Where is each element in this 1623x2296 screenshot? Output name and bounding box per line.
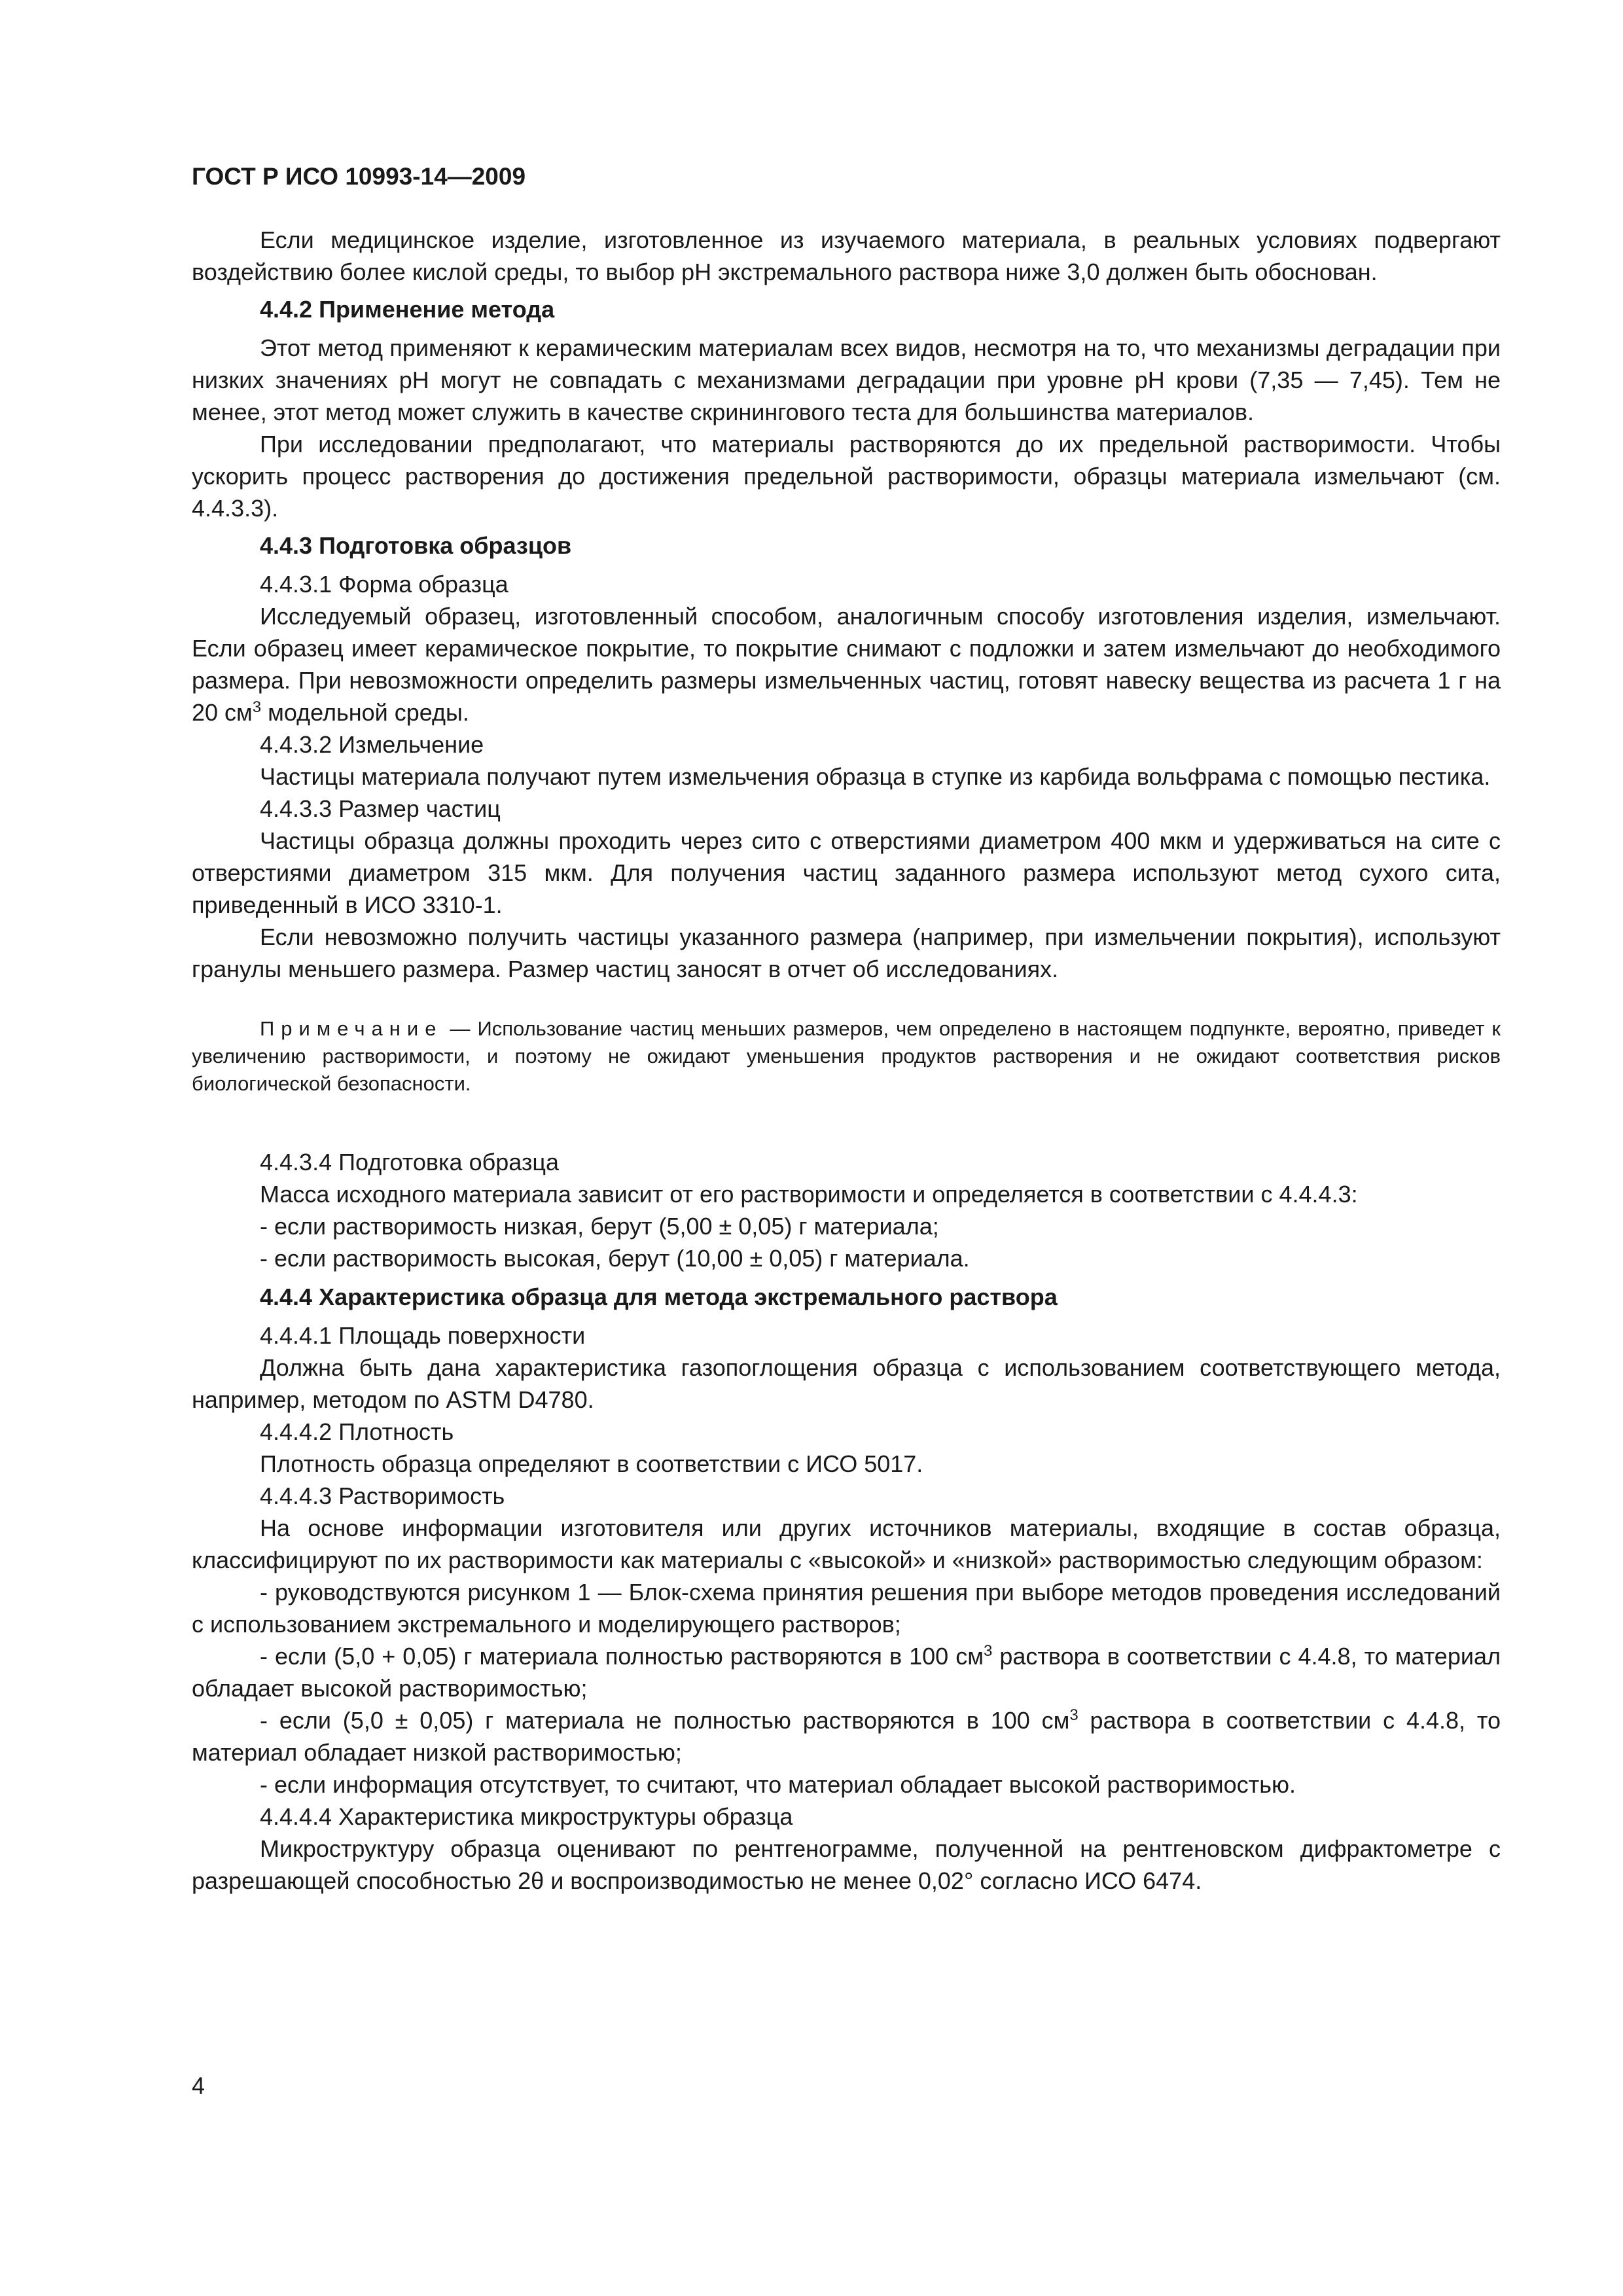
paragraph: Плотность образца определяют в соответствии с ИСО 5017. <box>260 1450 923 1477</box>
paragraph: На основе информации изготовителя или других источников материалы, входящие в состав образца, классифицируют по их растворимости как материалы с «высокой» и «низкой» растворимостью следующим образом: <box>192 1515 1501 1573</box>
paragraph: Должна быть дана характеристика газопоглощения образца с использованием соответствующего метода, например, методом по ASTM D4780. <box>192 1354 1501 1413</box>
subsection-title: 4.4.3.4 Подготовка образца <box>260 1149 559 1175</box>
paragraph-text: модельной среды. <box>261 699 469 726</box>
section-heading-4-4-3: 4.4.3 Подготовка образцов <box>260 532 572 559</box>
subsection-title: 4.4.3.1 Форма образца <box>260 571 508 598</box>
section-heading-4-4-2: 4.4.2 Применение метода <box>260 296 555 323</box>
subsection-title: 4.4.3.2 Измельчение <box>260 731 484 758</box>
list-item-text: - если (5,0 ± 0,05) г материала не полностью растворяются в 100 см <box>260 1707 1070 1734</box>
paragraph: При исследовании предполагают, что материалы растворяются до их предельной растворимости. Чтобы ускорить процесс растворения до достижения предельной растворимости, образцы материала измельчают (см. 4.4.3.3). <box>192 431 1501 522</box>
paragraph: Масса исходного материала зависит от его растворимости и определяется в соответствии с 4.4.4.3: <box>260 1181 1358 1208</box>
list-item: - если растворимость низкая, берут (5,00 ± 0,05) г материала; <box>260 1213 939 1240</box>
paragraph: Частицы материала получают путем измельчения образца в ступке из карбида вольфрама с помощью пестика. <box>260 763 1491 790</box>
superscript: 3 <box>983 1642 993 1660</box>
note-label: Примечание <box>260 1017 443 1040</box>
subsection-title: 4.4.4.1 Площадь поверхности <box>260 1322 586 1349</box>
paragraph: Частицы образца должны проходить через сито с отверстиями диаметром 400 мкм и удерживаться на сите с отверстиями диаметром 315 мкм. Для получения частиц заданного размера используют метод сухого сита, приведенный в ИСО 3310-1. <box>192 827 1501 918</box>
subsection-title: 4.4.3.3 Размер частиц <box>260 795 501 822</box>
list-item <box>192 1704 1501 1768</box>
subsection-title: 4.4.4.3 Растворимость <box>260 1482 505 1509</box>
paragraph <box>192 600 1501 728</box>
note <box>192 1015 1501 1098</box>
list-item-text: раствора в соответствии с 4.4.8, то материал обладает низкой растворимостью; <box>192 1707 1501 1766</box>
paragraph-text: Исследуемый образец, изготовленный способом, аналогичным способу изготовления изделия, измельчают. Если образец имеет керамическое покрытие, то покрытие снимают с подложки и затем измельчают до необходимого размера. При невозможности определить размеры измельченных частиц, готовят навеску вещества из расчета 1 г на 20 см <box>192 603 1501 726</box>
paragraph: Если невозможно получить частицы указанного размера (например, при измельчении покрытия), используют гранулы меньшего размера. Размер частиц заносят в отчет об исследованиях. <box>192 924 1501 982</box>
intro-paragraph: Если медицинское изделие, изготовленное из изучаемого материала, в реальных условиях подвергают воздействию более кислой среды, то выбор pH экстремального раствора ниже 3,0 должен быть обоснован. <box>192 226 1501 285</box>
list-item: - если растворимость высокая, берут (10,00 ± 0,05) г материала. <box>260 1245 970 1272</box>
document-header: ГОСТ Р ИСО 10993-14—2009 <box>192 163 526 190</box>
section-heading-4-4-4: 4.4.4 Характеристика образца для метода экстремального раствора <box>260 1283 1058 1310</box>
list-item-text: - если (5,0 + 0,05) г материала полностью растворяются в 100 см <box>260 1643 984 1670</box>
paragraph: Микроструктуру образца оценивают по рентгенограмме, полученной на рентгеновском дифрактометре с разрешающей способностью 2θ и воспроизводимостью не менее 0,02° согласно ИСО 6474. <box>192 1835 1501 1894</box>
document-page <box>192 157 1501 1897</box>
list-item-text: раствора в соответствии с 4.4.8, то материал обладает высокой растворимостью; <box>192 1643 1501 1702</box>
list-item: - руководствуются рисунком 1 — Блок-схема принятия решения при выборе методов проведения исследований с использованием экстремального и моделирующего растворов; <box>192 1579 1501 1638</box>
list-item <box>192 1640 1501 1704</box>
list-item: - если информация отсутствует, то считают, что материал обладает высокой растворимостью. <box>260 1771 1296 1798</box>
paragraph: Этот метод применяют к керамическим материалам всех видов, несмотря на то, что механизмы деградации при низких значениях pH могут не совпадать с механизмами деградации при уровне pH крови (7,35 — 7,45). Тем не менее, этот метод может служить в качестве скринингового теста для большинства материалов. <box>192 334 1501 425</box>
subsection-title: 4.4.4.4 Характеристика микроструктуры образца <box>260 1803 793 1830</box>
superscript: 3 <box>252 698 262 716</box>
subsection-title: 4.4.4.2 Плотность <box>260 1418 454 1445</box>
page-number: 4 <box>192 2072 205 2099</box>
note-text: — Использование частиц меньших размеров, чем определено в настоящем подпункте, вероятно, приведет к увеличению растворимости, и поэтому не ожидают уменьшения продуктов растворения и не ожидают соответствия рисков биологической безопасности. <box>192 1017 1501 1095</box>
superscript: 3 <box>1069 1706 1079 1724</box>
